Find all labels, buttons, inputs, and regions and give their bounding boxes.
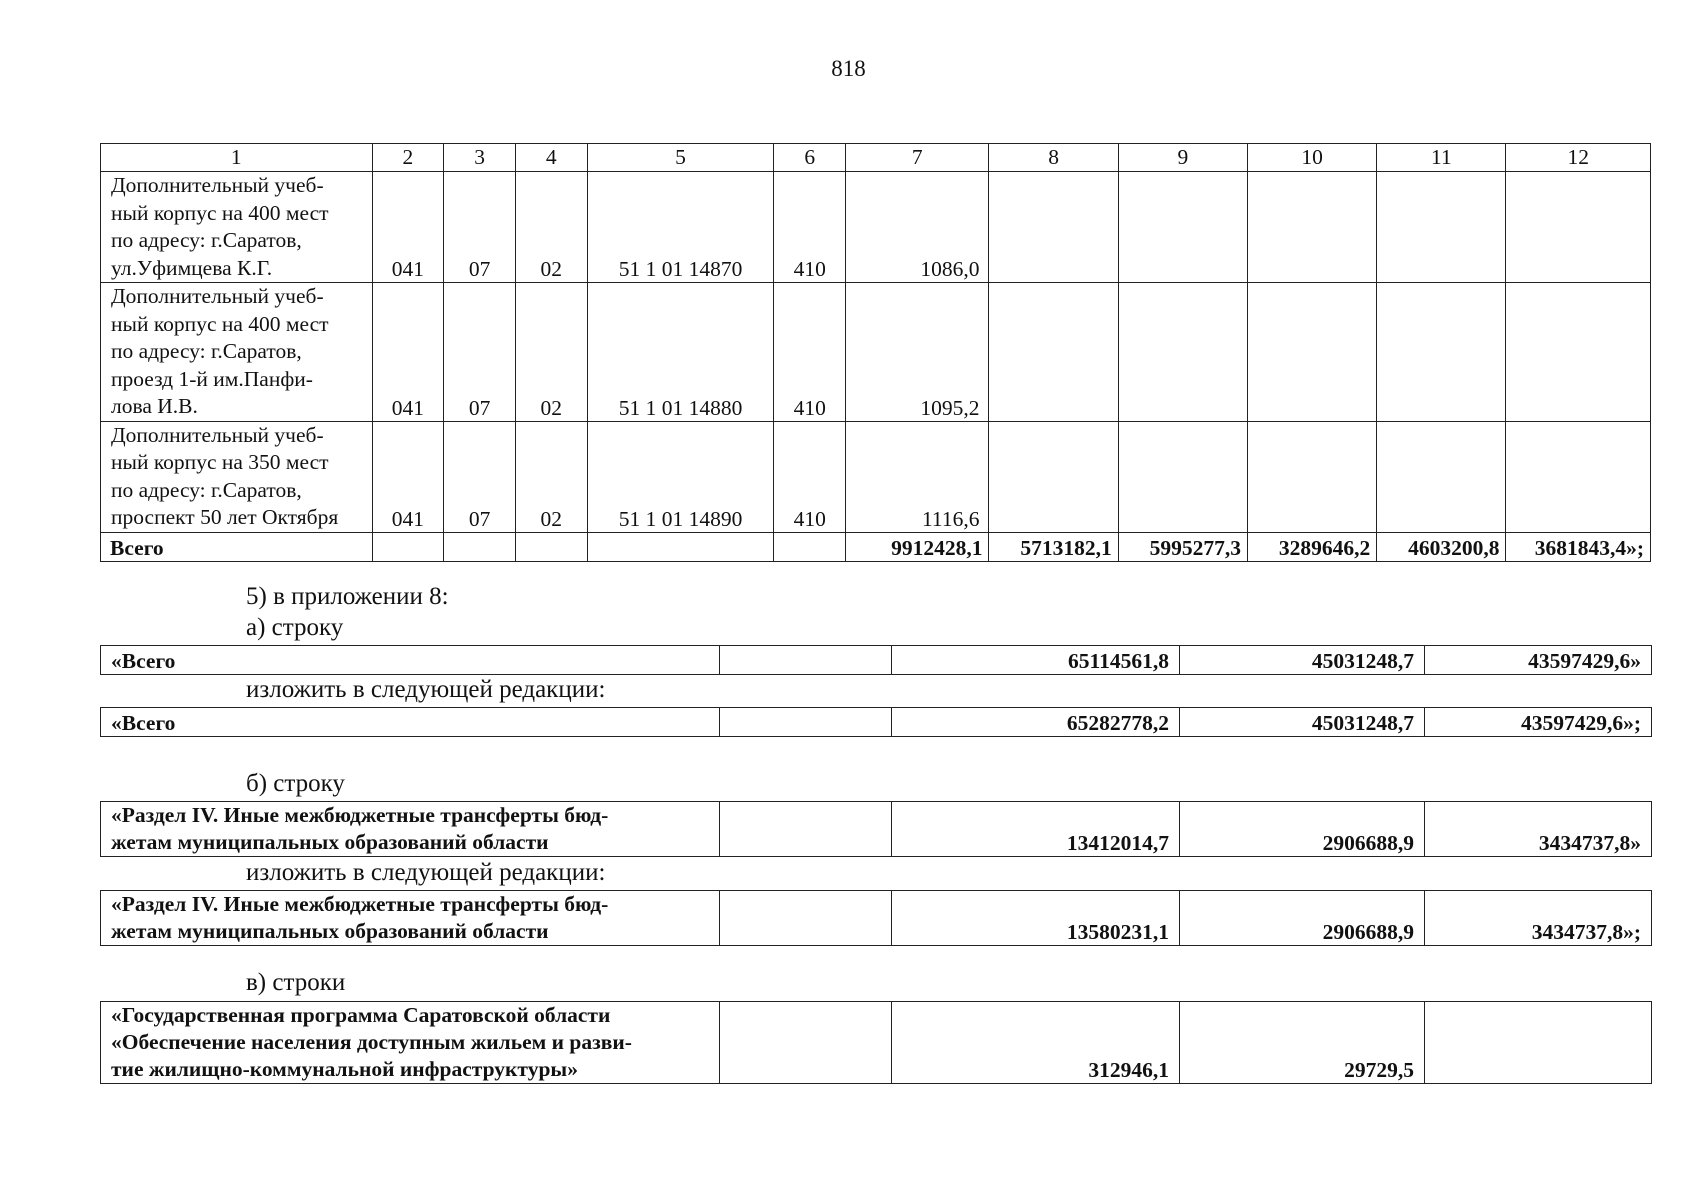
total-cell: 9912428,1 <box>846 532 989 561</box>
value-cell: 45031248,7 <box>1180 708 1425 737</box>
total-cell: 5995277,3 <box>1118 532 1247 561</box>
col-header: 2 <box>372 144 444 172</box>
value-cell: 13580231,1 <box>892 891 1180 946</box>
col-header: 10 <box>1247 144 1376 172</box>
paragraph-b: б) строку <box>246 770 345 797</box>
cell-amount: 1086,0 <box>846 172 989 283</box>
col-header: 9 <box>1118 144 1247 172</box>
col-header: 6 <box>774 144 846 172</box>
total-cell: 5713182,1 <box>989 532 1118 561</box>
cell-subsection: 02 <box>515 172 587 283</box>
value-cell: 65114561,8 <box>892 646 1180 675</box>
cell-expense-type: 410 <box>774 283 846 422</box>
col-header: 3 <box>444 144 516 172</box>
col-header: 8 <box>989 144 1118 172</box>
row-label: «Всего <box>101 708 720 737</box>
cell-subsection: 02 <box>515 421 587 532</box>
cell-ministry: 041 <box>372 172 444 283</box>
paragraph-a: а) строку <box>246 614 344 641</box>
replace-text: изложить в следующей редакции: <box>246 676 606 703</box>
cell-section: 07 <box>444 172 516 283</box>
main-table <box>100 143 1651 562</box>
paragraph-5: 5) в приложении 8: <box>246 583 449 610</box>
value-cell: 43597429,6»; <box>1425 708 1652 737</box>
col-header: 4 <box>515 144 587 172</box>
table-row <box>101 283 1651 422</box>
cell-target-article: 51 1 01 14890 <box>587 421 774 532</box>
cell-subsection: 02 <box>515 283 587 422</box>
total-cell: 3681843,4»; <box>1506 532 1651 561</box>
cell-target-article: 51 1 01 14870 <box>587 172 774 283</box>
cell-amount: 1116,6 <box>846 421 989 532</box>
paragraph-v: в) строки <box>246 969 346 996</box>
table-row <box>101 1002 1652 1084</box>
col-header: 1 <box>101 144 373 172</box>
table-row <box>101 172 1651 283</box>
row-label: «Государственная программа Саратовской области «Обеспечение населения доступным жильем и разви- тие жилищно-коммунальной инфраструктуры» <box>101 1002 720 1084</box>
table-row <box>101 802 1652 857</box>
cell-target-article: 51 1 01 14880 <box>587 283 774 422</box>
cell-ministry: 041 <box>372 283 444 422</box>
replace-text: изложить в следующей редакции: <box>246 859 606 886</box>
value-cell: 13412014,7 <box>892 802 1180 857</box>
total-cell: 3289646,2 <box>1247 532 1376 561</box>
col-header: 12 <box>1506 144 1651 172</box>
table-row <box>101 646 1652 675</box>
value-cell: 43597429,6» <box>1425 646 1652 675</box>
value-cell: 65282778,2 <box>892 708 1180 737</box>
cell-expense-type: 410 <box>774 172 846 283</box>
col-header: 11 <box>1377 144 1506 172</box>
value-cell: 2906688,9 <box>1180 891 1425 946</box>
cell-expense-type: 410 <box>774 421 846 532</box>
row-label: «Всего <box>101 646 720 675</box>
row-description: Дополнительный учеб- ный корпус на 400 мест по адресу: г.Саратов, ул.Уфимцева К.Г. <box>101 172 373 283</box>
col-header: 7 <box>846 144 989 172</box>
cell-ministry: 041 <box>372 421 444 532</box>
row-b-old-table <box>100 801 1652 857</box>
table-row <box>101 708 1652 737</box>
row-description: Дополнительный учеб- ный корпус на 350 мест по адресу: г.Саратов, проспект 50 лет Октября <box>101 421 373 532</box>
value-cell <box>1425 1002 1652 1084</box>
value-cell: 3434737,8» <box>1425 802 1652 857</box>
row-a-old-table <box>100 645 1652 675</box>
table-row <box>101 891 1652 946</box>
value-cell: 45031248,7 <box>1180 646 1425 675</box>
col-header: 5 <box>587 144 774 172</box>
value-cell: 29729,5 <box>1180 1002 1425 1084</box>
total-label: Всего <box>101 532 373 561</box>
row-label: «Раздел IV. Иные межбюджетные трансферты бюд- жетам муниципальных образований области <box>101 802 720 857</box>
cell-amount: 1095,2 <box>846 283 989 422</box>
value-cell: 2906688,9 <box>1180 802 1425 857</box>
row-description: Дополнительный учеб- ный корпус на 400 мест по адресу: г.Саратов, проезд 1-й им.Панфи- лова И.В. <box>101 283 373 422</box>
value-cell: 312946,1 <box>892 1002 1180 1084</box>
row-b-new-table <box>100 890 1652 946</box>
cell-section: 07 <box>444 421 516 532</box>
table-row <box>101 421 1651 532</box>
row-a-new-table <box>100 707 1652 737</box>
value-cell: 3434737,8»; <box>1425 891 1652 946</box>
header-row <box>101 144 1651 172</box>
page-number: 818 <box>831 56 866 81</box>
total-row <box>101 532 1651 561</box>
row-label: «Раздел IV. Иные межбюджетные трансферты бюд- жетам муниципальных образований области <box>101 891 720 946</box>
total-cell: 4603200,8 <box>1377 532 1506 561</box>
row-v-table <box>100 1001 1652 1084</box>
cell-section: 07 <box>444 283 516 422</box>
